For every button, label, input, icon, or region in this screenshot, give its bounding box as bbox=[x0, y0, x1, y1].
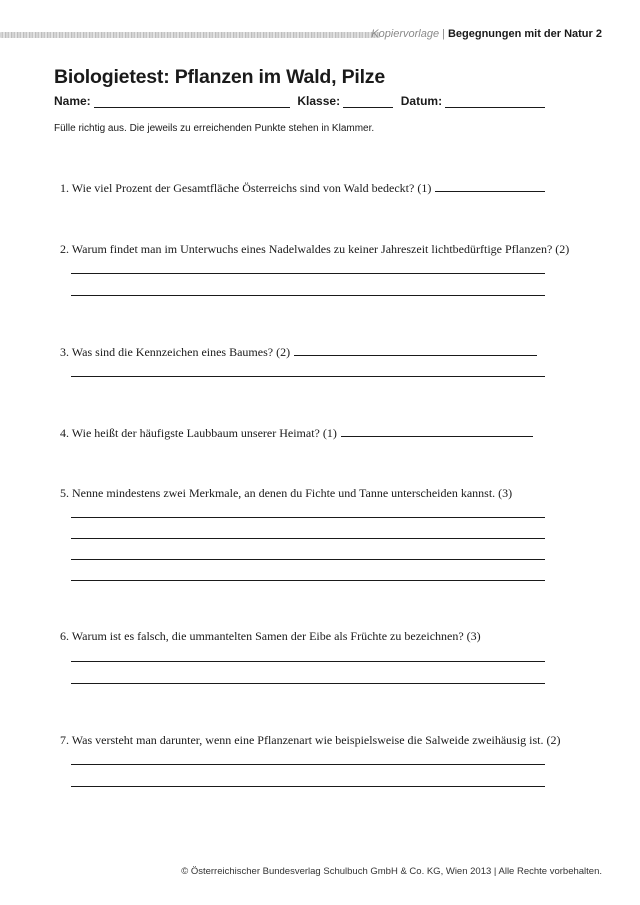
question-text: 2. Warum findet man im Unterwuchs eines Nadelwaldes zu keiner Jahreszeit lichtbedürftige Pflanzen? (2) bbox=[60, 242, 570, 256]
question-2 bbox=[60, 242, 569, 257]
book-title: Begegnungen mit der Natur 2 bbox=[447, 28, 602, 40]
page-header bbox=[0, 28, 640, 42]
student-info-row bbox=[54, 94, 545, 108]
question-text: 6. Warum ist es falsch, die ummantelten Samen der Eibe als Früchte zu bezeichnen? (3) bbox=[60, 629, 481, 643]
question-text: 4. Wie heißt der häufigste Laubbaum unserer Heimat? (1) bbox=[60, 426, 337, 440]
answer-line[interactable] bbox=[71, 786, 545, 787]
answer-line[interactable] bbox=[71, 559, 545, 560]
answer-line[interactable] bbox=[71, 764, 545, 765]
header-label bbox=[371, 28, 602, 40]
question-text: 1. Wie viel Prozent der Gesamtfläche Österreichs sind von Wald bedeckt? (1) bbox=[60, 181, 432, 195]
page-title: Biologietest: Pflanzen im Wald, Pilze bbox=[54, 66, 386, 88]
answer-line[interactable] bbox=[71, 295, 545, 296]
name-field[interactable] bbox=[94, 96, 290, 108]
copyright-footer: © Österreichischer Bundesverlag Schulbuch GmbH & Co. KG, Wien 2013 | Alle Rechte vorbehalten. bbox=[181, 866, 602, 877]
decorative-header-strip bbox=[0, 32, 380, 38]
question-3 bbox=[60, 345, 537, 360]
answer-line[interactable] bbox=[71, 580, 545, 581]
klasse-field[interactable] bbox=[343, 96, 393, 108]
answer-line[interactable] bbox=[435, 181, 545, 192]
answer-line[interactable] bbox=[71, 538, 545, 539]
datum-field[interactable] bbox=[445, 96, 545, 108]
question-5 bbox=[60, 486, 512, 501]
question-4 bbox=[60, 426, 533, 441]
answer-line[interactable] bbox=[71, 683, 545, 684]
answer-line[interactable] bbox=[294, 345, 537, 356]
name-label: Name: bbox=[54, 94, 91, 108]
klasse-label: Klasse: bbox=[297, 94, 341, 108]
question-6 bbox=[60, 629, 481, 644]
answer-line[interactable] bbox=[341, 426, 533, 437]
answer-line[interactable] bbox=[71, 376, 545, 377]
question-1 bbox=[60, 181, 545, 196]
question-7 bbox=[60, 733, 561, 748]
instructions: Fülle richtig aus. Die jeweils zu erreichenden Punkte stehen in Klammer. bbox=[54, 123, 375, 134]
question-text: 3. Was sind die Kennzeichen eines Baumes? (2) bbox=[60, 345, 291, 359]
answer-line[interactable] bbox=[71, 273, 545, 274]
kopiervorlage-label: Kopiervorlage bbox=[371, 28, 440, 40]
question-text: 7. Was versteht man darunter, wenn eine Pflanzenart wie beispielsweise die Salweide zweihäusig ist. (2) bbox=[60, 733, 561, 747]
answer-line[interactable] bbox=[71, 517, 545, 518]
datum-label: Datum: bbox=[400, 94, 443, 108]
answer-line[interactable] bbox=[71, 661, 545, 662]
header-separator: | bbox=[442, 28, 445, 40]
question-text: 5. Nenne mindestens zwei Merkmale, an denen du Fichte und Tanne unterscheiden kannst. (3) bbox=[60, 486, 513, 500]
